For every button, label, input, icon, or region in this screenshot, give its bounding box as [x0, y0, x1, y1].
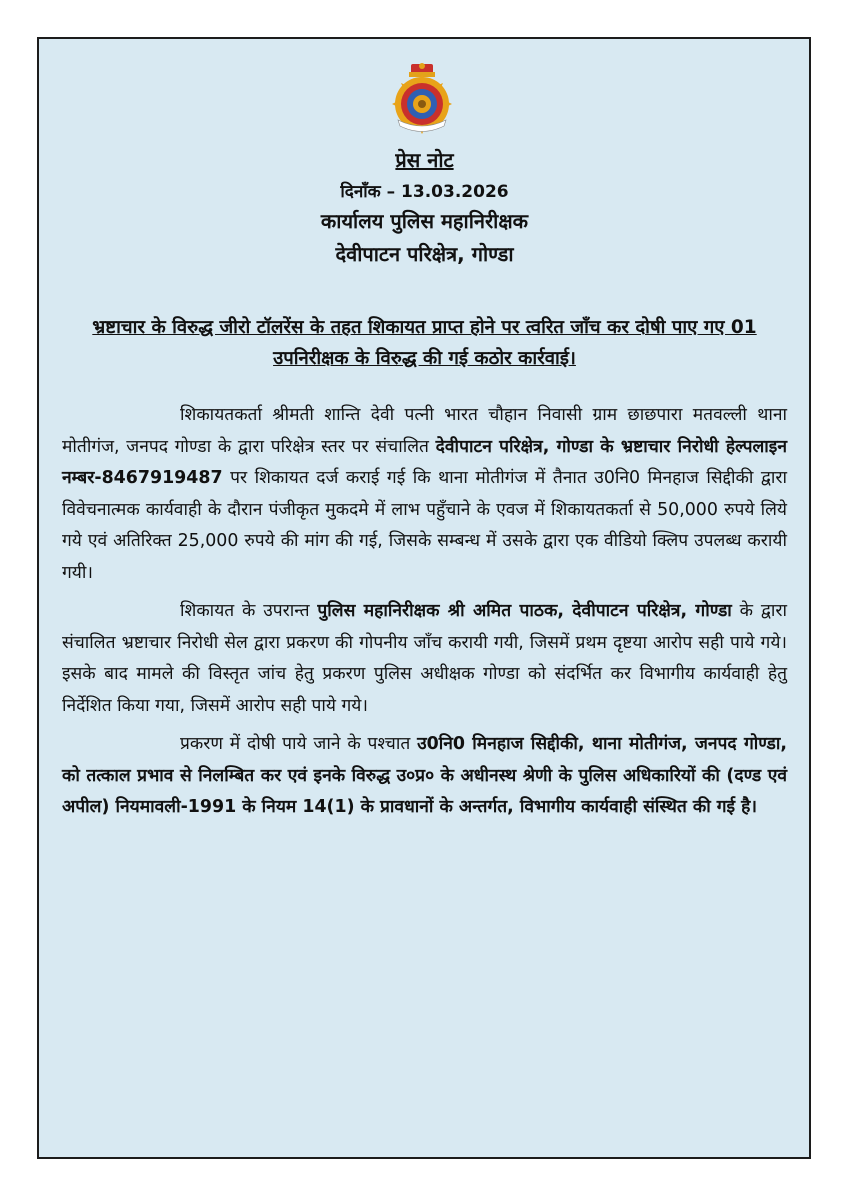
- issuing-office: कार्यालय पुलिस महानिरीक्षक: [320, 209, 529, 233]
- press-note-date: दिनाँक – 13.03.2026: [340, 182, 509, 202]
- headline: भ्रष्टाचार के विरुद्ध जीरो टॉलरेंस के तहत शिकायत प्राप्त होने पर त्वरित जाँच कर दोषी पाए गए 01 उपनिरीक्षक के विरुद्ध की गई कठोर कार्रवाई।: [92, 317, 757, 369]
- press-note-body: [62, 400, 787, 831]
- press-note-title: प्रेस नोट: [395, 148, 454, 172]
- police-range: देवीपाटन परिक्षेत्र, गोण्डा: [335, 242, 514, 266]
- ig-name-highlight: पुलिस महानिरीक्षक श्री अमित पाठक, देवीपाटन परिक्षेत्र, गोण्डा: [317, 601, 732, 621]
- paragraph-3: प्रकरण में दोषी पाये जाने के पश्चात उ0नि0 मिनहाज सिद्दीकी, थाना मोतीगंज, जनपद गोण्डा, को तत्काल प्रभाव से निलम्बित कर एवं इनके विरुद्ध उ०प्र० के अधीनस्थ श्रेणी के पुलिस अधिकारियों की (दण्ड एवं अपील) नियमावली-1991 के नियम 14(1) के प्रावधानों के अन्तर्गत, विभागीय कार्यवाही संस्थित की गई है।: [62, 734, 787, 817]
- action-highlight: उ0नि0 मिनहाज सिद्दीकी, थाना मोतीगंज, जनपद गोण्डा, को तत्काल प्रभाव से निलम्बित कर एवं इनके विरुद्ध उ०प्र० के अधीनस्थ श्रेणी के पुलिस अधिकारियों की (दण्ड एवं अपील) नियमावली-1991 के नियम 14(1) के प्रावधानों के अन्तर्गत, विभागीय कार्यवाही संस्थित की गई है।: [62, 734, 787, 817]
- paragraph-2: शिकायत के उपरान्त पुलिस महानिरीक्षक श्री अमित पाठक, देवीपाटन परिक्षेत्र, गोण्डा के द्वारा संचालित भ्रष्टाचार निरोधी सेल द्वारा प्रकरण की गोपनीय जाँच करायी गयी, जिसमें प्रथम दृष्टया आरोप सही पाये गये। इसके बाद मामले की विस्तृत जांच हेतु प्रकरण पुलिस अधीक्षक गोण्डा को संदर्भित कर विभागीय कार्यवाही हेतु निर्देशित किया गया, जिसमें आरोप सही पाये गये।: [62, 601, 787, 716]
- helpline-highlight: देवीपाटन परिक्षेत्र, गोण्डा के भ्रष्टाचार निरोधी हेल्पलाइन नम्बर-8467919487: [62, 436, 787, 488]
- up-police-emblem-icon: [384, 60, 460, 136]
- paragraph-1: शिकायतकर्ता श्रीमती शान्ति देवी पत्नी भारत चौहान निवासी ग्राम छाछपारा मतवल्ली थाना मोतीगंज, जनपद गोण्डा के द्वारा परिक्षेत्र स्तर पर संचालित देवीपाटन परिक्षेत्र, गोण्डा के भ्रष्टाचार निरोधी हेल्पलाइन नम्बर-8467919487 पर शिकायत दर्ज कराई गई कि थाना मोतीगंज में तैनात उ0नि0 मिनहाज सिद्दीकी द्वारा विवेचनात्मक कार्यवाही के दौरान पंजीकृत मुकदमे में लाभ पहुँचाने के एवज में शिकायतकर्ता से 50,000 रुपये लिये गये एवं अतिरिक्त 25,000 रुपये की मांग की गई, जिसके सम्बन्ध में उसके द्वारा एक वीडियो क्लिप उपलब्ध करायी गयी।: [62, 405, 787, 583]
